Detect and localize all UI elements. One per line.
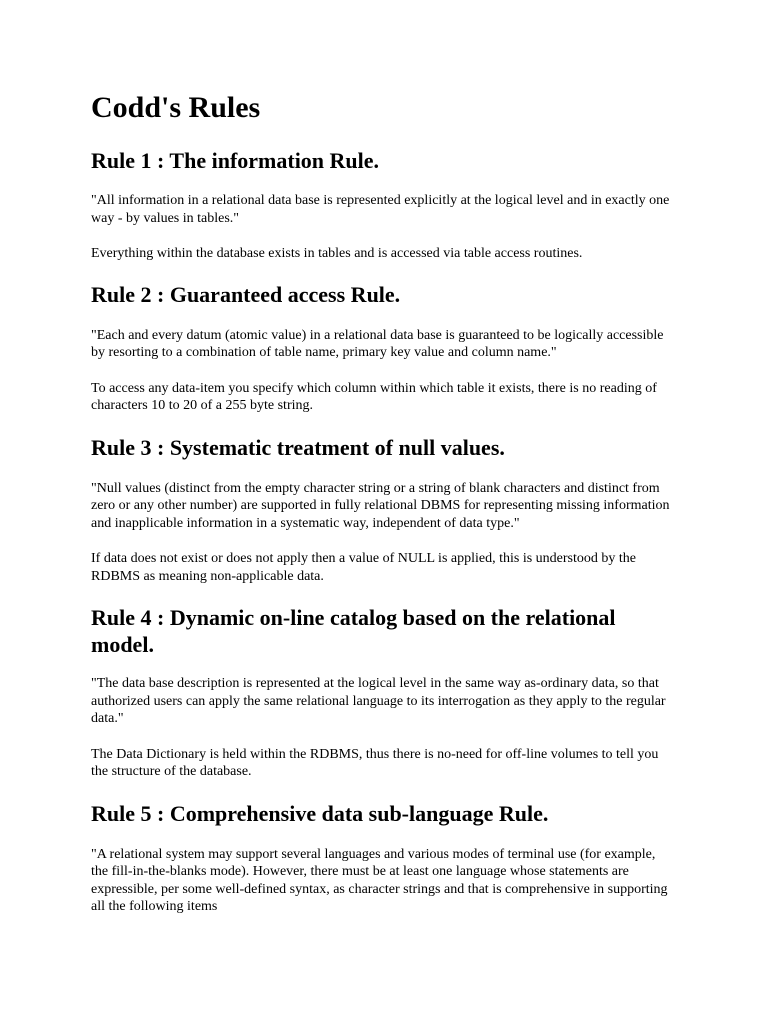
rule-5 (91, 800, 672, 916)
rule-heading: Rule 4 : Dynamic on-line catalog based on the relational model. (91, 605, 616, 657)
rule-explanation: If data does not exist or does not apply then a value of NULL is applied, this is understood by the RDBMS as meaning non-applicable data. (91, 551, 636, 584)
rule-quote: "All information in a relational data base is represented explicitly at the logical level and in exactly one way - by values in tables." (91, 193, 670, 226)
rule-quote: "Null values (distinct from the empty character string or a string of blank characters and distinct from zero or any other number) are supported in fully relational DBMS for representing missing information and inapplicable information in a systematic way, independent of data type." (91, 480, 670, 531)
rule-heading: Rule 5 : Comprehensive data sub-language Rule. (91, 800, 549, 826)
rule-quote: "The data base description is represented at the logical level in the same way as-ordinary data, so that authorized users can apply the same relational language to its interrogation as they apply to the regular data." (91, 676, 666, 726)
rule-3 (91, 434, 672, 586)
rule-heading: Rule 2 : Guaranteed access Rule. (91, 281, 401, 307)
rule-4 (91, 604, 672, 781)
rule-2 (91, 281, 672, 415)
rule-explanation: The Data Dictionary is held within the RDBMS, thus there is no-need for off-line volumes to tell you the structure of the database. (91, 746, 659, 779)
page-title: Codd's Rules (91, 91, 261, 124)
rule-explanation: Everything within the database exists in tables and is accessed via table access routines. (91, 246, 583, 261)
rule-explanation: To access any data-item you specify which column within which table it exists, there is no reading of characters 10 to 20 of a 255 byte string. (91, 380, 657, 413)
rule-heading: Rule 3 : Systematic treatment of null values. (91, 434, 505, 460)
rule-quote: "Each and every datum (atomic value) in a relational data base is guaranteed to be logically accessible by resorting to a combination of table name, primary key value and column name." (91, 327, 664, 360)
rule-heading: Rule 1 : The information Rule. (91, 148, 380, 173)
rule-1 (91, 147, 672, 263)
rule-quote: "A relational system may support several languages and various modes of terminal use (for example, the fill-in-the-blanks mode). However, there must be at least one language whose statements are expressible, per some well-defined syntax, as character strings and that is comprehensive in supporting all the following items (91, 846, 668, 914)
